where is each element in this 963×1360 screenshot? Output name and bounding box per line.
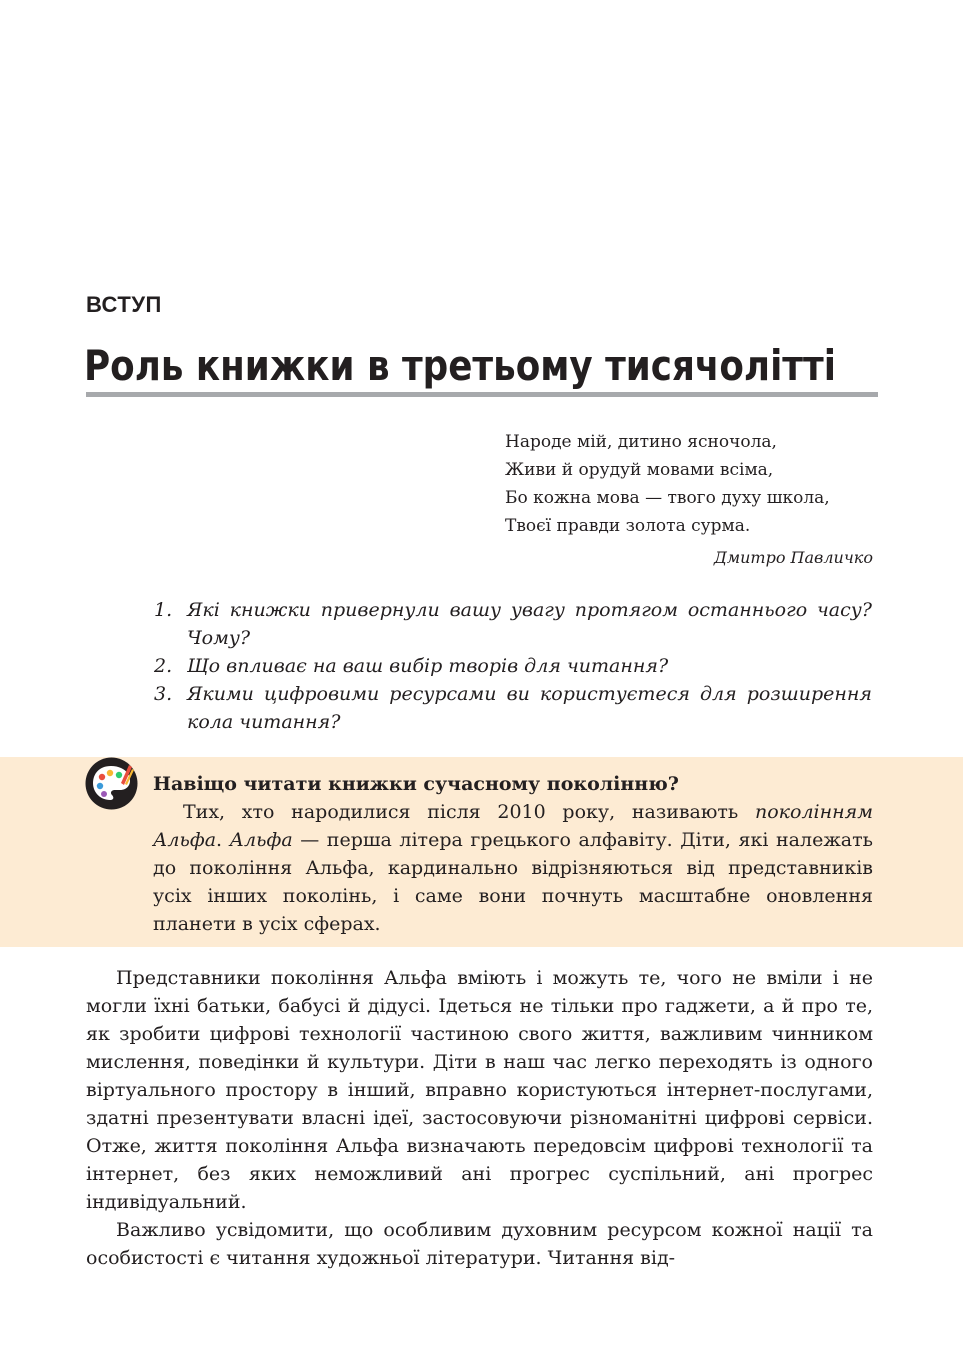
palette-icon <box>85 757 138 810</box>
question-text: Що впливає на ваш вибір творів для читання? <box>187 655 669 677</box>
info-content <box>153 770 873 938</box>
question-text: Які книжки привернули вашу увагу протягом останнього часу? Чому? <box>187 599 872 649</box>
question-number: 3. <box>154 683 173 705</box>
body-paragraph: Представники покоління Альфа вміють і можуть те, чого не вміли і не могли їхні батьки, бабусі й дідусі. Ідеться не тільки про гаджети, а й про те, як зробити цифрові технології частиною свого життя, важливим чинником мислення, поведінки й культури. Діти в наш час легко переходять із одного віртуального простору в інший, вправно користуються інтернет-послугами, здатні презентувати власні ідеї, застосовуючи різноманітні цифрові сервіси. Отже, життя покоління Альфа визначають передовсім цифрові технології та інтернет, без яких неможливий ані прогрес суспільний, ані прогрес індивідуальний. <box>86 967 873 1213</box>
epigraph-line: Народе мій, дитино ясночола, <box>505 432 777 452</box>
epigraph-line: Бо кожна мова — твого духу школа, <box>505 488 830 508</box>
info-paragraph <box>153 798 873 938</box>
info-term: Альфа <box>229 829 293 851</box>
title-underline <box>86 392 878 397</box>
question-item <box>154 680 872 736</box>
epigraph-line: Твоєї правди золота сурма. <box>505 516 751 536</box>
body-text <box>86 964 873 1272</box>
question-number: 1. <box>154 599 173 621</box>
epigraph-author: Дмитро Павличко <box>713 548 873 567</box>
epigraph-line: Живи й орудуй мовами всіма, <box>505 460 774 480</box>
epigraph <box>505 428 873 572</box>
page-title: Роль книжки в третьому тисячолітті <box>84 341 836 390</box>
info-term: поколінням Альфа <box>153 801 873 851</box>
info-heading: Навіщо читати книжки сучасному поколінню? <box>153 773 679 795</box>
question-item <box>154 652 872 680</box>
question-item <box>154 596 872 652</box>
info-text: . <box>216 829 230 851</box>
question-text: Якими цифровими ресурсами ви користуєтеся для розширення кола читання? <box>187 683 872 733</box>
info-text: — перша літера грецького алфавіту. Діти, які належать до покоління Альфа, кардинально відрізняються від представників усіх інших поколінь, і саме вони почнуть масштабне оновлення планети в усіх сферах. <box>153 829 873 935</box>
question-number: 2. <box>154 655 173 677</box>
info-text: Тих, хто народилися після 2010 року, називають <box>183 801 755 823</box>
questions-list <box>154 596 872 736</box>
section-label: ВСТУП <box>86 292 162 317</box>
body-paragraph: Важливо усвідомити, що особливим духовним ресурсом кожної нації та особистості є читання художньої літератури. Читання від- <box>86 1219 873 1269</box>
